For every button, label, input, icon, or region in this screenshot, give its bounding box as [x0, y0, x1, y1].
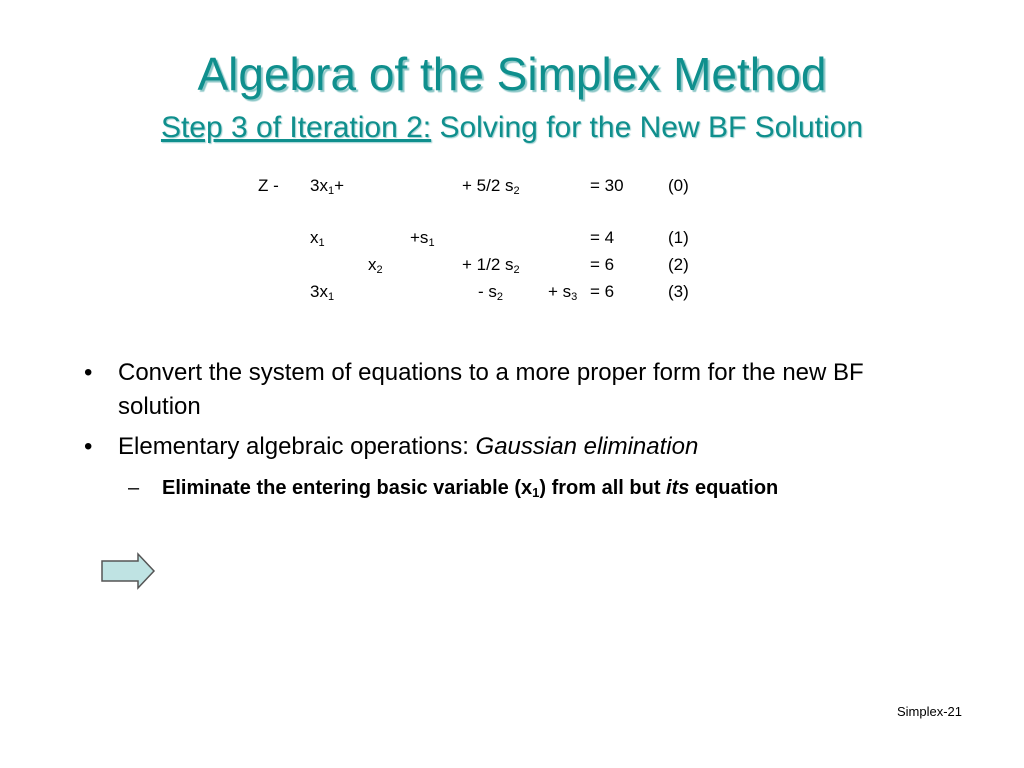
sub-bullet-eliminate-variable: Eliminate the entering basic variable (x1) from all but its equation — [162, 477, 779, 500]
eq0-z: Z - — [258, 176, 279, 195]
slide-subtitle — [0, 110, 1024, 146]
eq0-label: (0) — [668, 176, 689, 195]
eq3-s3: + $s_3$ — [548, 282, 578, 303]
eq3-rhs: = 6 — [590, 282, 615, 301]
slide-title: Algebra of the Simplex Method — [197, 48, 827, 100]
eq3-s2: - $s_2$ — [478, 282, 504, 303]
subtitle-rest: Solving for the New BF Solution — [431, 111, 864, 144]
bullet-gaussian-elimination: Elementary algebraic operations: Gaussian elimination — [118, 433, 699, 460]
eq0-s2: + 5/2 $s_2$ — [462, 176, 520, 197]
bullet-convert-system: Convert the system of equations to a more proper form for the new BF solution — [118, 359, 864, 420]
right-arrow-icon[interactable] — [100, 552, 156, 590]
bullet-marker: • — [84, 359, 93, 386]
eq0-x1: $3x_1+$ — [310, 176, 345, 197]
eq1-s1: $+s_1$ — [410, 228, 435, 249]
eq3-x1: $3x_1$ — [310, 282, 335, 303]
eq2-rhs: = 6 — [590, 255, 615, 274]
slide-number: Simplex-21 — [896, 704, 962, 719]
bullet-marker: • — [84, 433, 93, 460]
eq2-label: (2) — [668, 255, 689, 274]
eq2-s2: + 1/2 $s_2$ — [462, 255, 520, 276]
eq1-x1: $x_1$ — [310, 228, 325, 249]
eq1-rhs: = 4 — [590, 228, 615, 247]
eq1-label: (1) — [668, 228, 689, 247]
subtitle-step-label: Step 3 of Iteration 2: — [160, 111, 432, 144]
eq2-x2: $x_2$ — [368, 255, 383, 276]
eq0-rhs: = 30 — [590, 176, 624, 195]
sub-bullet-marker: – — [128, 477, 140, 499]
eq3-label: (3) — [668, 282, 689, 301]
